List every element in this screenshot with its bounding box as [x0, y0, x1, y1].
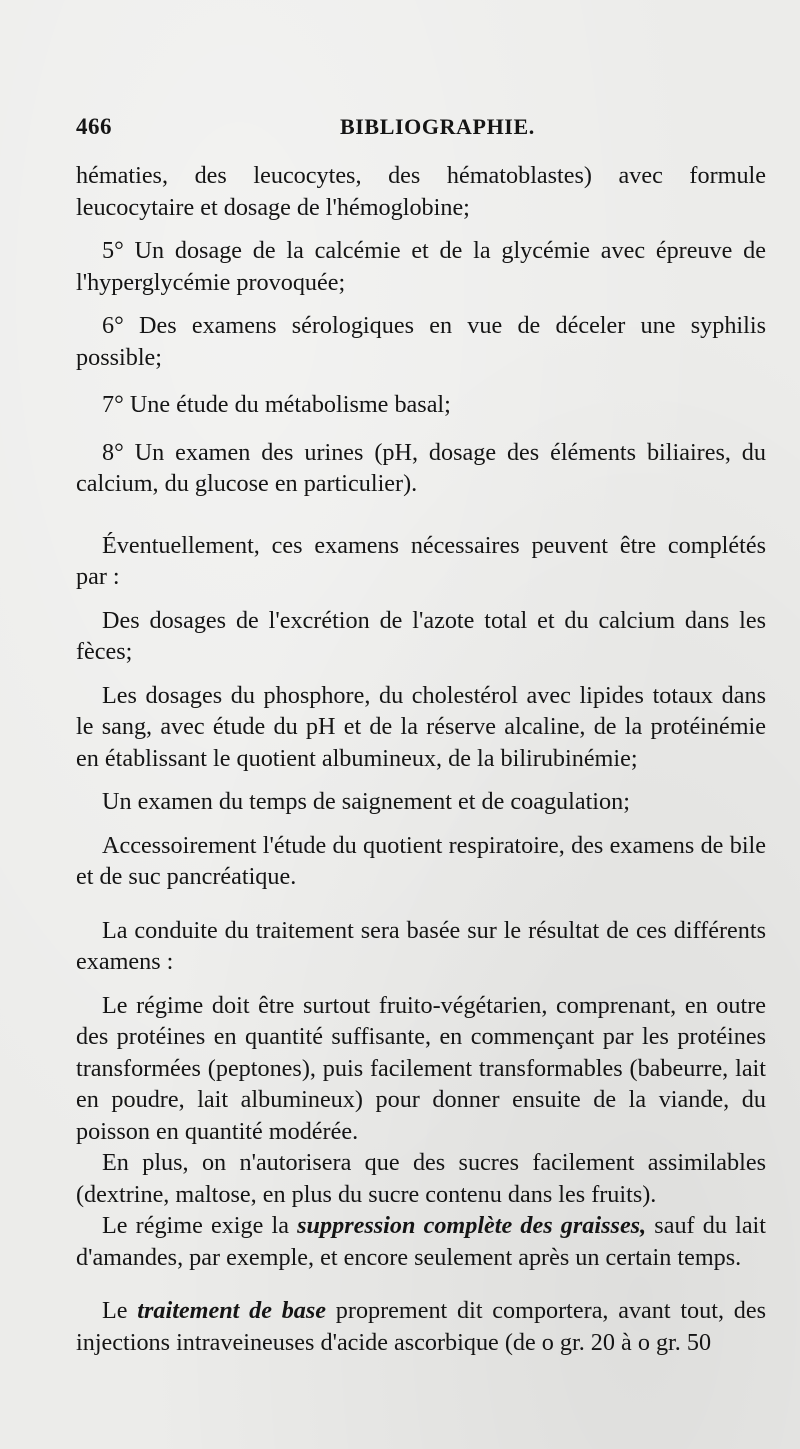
running-title: BIBLIOGRAPHIE. — [340, 114, 535, 139]
paragraph-sucres: En plus, on n'autorisera que des sucres facilement assimilables (dextrine, maltose, en plus du sucre contenu dans les fruits). — [76, 1149, 766, 1208]
page-header — [76, 114, 776, 150]
paragraph-accessoirement: Accessoirement l'étude du quotient respiratoire, des examens de bile et de suc pancréatique. — [76, 831, 766, 890]
paragraph-excretion: Des dosages de l'excrétion de l'azote total et du calcium dans les fèces; — [76, 606, 766, 665]
body-text — [76, 160, 766, 1358]
paragraph-traitement-after: proprement dit comportera, avant tout, des injections intraveineuses d'acide ascorbique (de o gr. 20 à o gr. 50 — [76, 1297, 767, 1356]
paragraph-saignement: Un examen du temps de saignement et de coagulation; — [102, 788, 630, 815]
emphasis-suppression: suppression complète des graisses, — [297, 1212, 647, 1239]
page-number: 466 — [76, 114, 112, 139]
paragraph-continuation: hématies, des leucocytes, des hématoblastes) avec formule leucocytaire et dosage de l'hémoglobine; — [76, 162, 766, 221]
paragraph-graisses-after: sauf du lait d'amandes, par exemple, et encore seulement après un certain temps. — [76, 1212, 766, 1271]
list-item-8: 8° Un examen des urines (pH, dosage des éléments biliaires, du calcium, du glucose en particulier). — [76, 438, 766, 497]
paragraph-dosages: Les dosages du phosphore, du cholestérol avec lipides totaux dans le sang, avec étude du pH et de la réserve alcaline, de la protéinémie en établissant le quotient albumineux, de la bilirubinémie; — [76, 681, 766, 772]
emphasis-traitement-de-base: traitement de base — [137, 1297, 327, 1324]
paragraph-graisses — [76, 1210, 766, 1273]
paragraph-traitement-before: Le — [102, 1297, 138, 1324]
list-item-7: 7° Une étude du métabolisme basal; — [102, 391, 451, 418]
list-item-6: 6° Des examens sérologiques en vue de déceler une syphilis possible; — [76, 312, 766, 371]
paragraph-conduite: La conduite du traitement sera basée sur le résultat de ces différents examens : — [76, 916, 766, 975]
paragraph-graisses-before: Le régime exige la — [102, 1212, 298, 1239]
list-item-5: 5° Un dosage de la calcémie et de la glycémie avec épreuve de l'hyperglycémie provoquée; — [76, 237, 766, 296]
paragraph-regime: Le régime doit être surtout fruito-végétarien, comprenant, en outre des protéines en quantité suffisante, en commençant par les protéines transformées (peptones), puis facilement transformables (babeurre, lait en poudre, lait albumineux) pour donner ensuite de la viande, du poisson en quantité modérée. — [76, 991, 766, 1145]
paragraph-traitement — [76, 1295, 766, 1358]
paragraph-eventuellement: Éventuellement, ces examens nécessaires peuvent être complétés par : — [76, 531, 766, 590]
